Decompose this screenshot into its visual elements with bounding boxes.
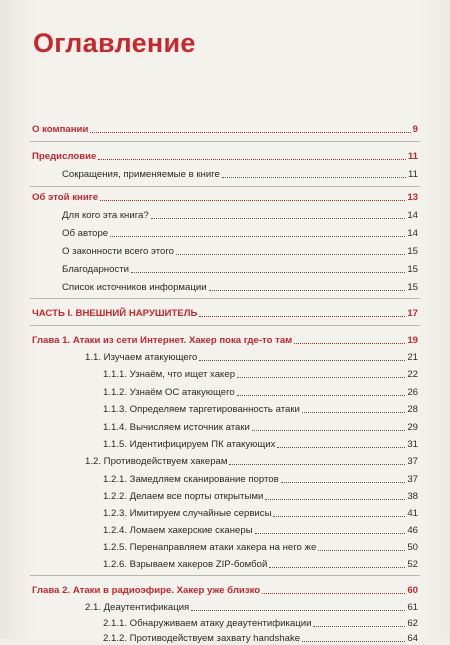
- toc-entry-chapter: [32, 150, 418, 163]
- toc-entry-page: 52: [407, 559, 418, 570]
- toc-entry-chapter: [32, 191, 418, 204]
- section-divider: [30, 186, 420, 187]
- toc-entry-page: 9: [412, 124, 418, 135]
- toc-entry-page: 11: [407, 151, 418, 162]
- section-divider: [30, 298, 420, 299]
- toc-entry-subsection: [103, 524, 418, 537]
- toc-entry-chapter: [32, 584, 418, 597]
- toc-entry-subsection: [103, 507, 418, 520]
- toc-entry-page: 46: [407, 525, 418, 536]
- toc-entry-text: О компании: [32, 124, 89, 135]
- dot-leader: [209, 290, 406, 291]
- toc-entry-text: 1.2. Противодействуем хакерам: [85, 456, 228, 467]
- toc-entry-page: 41: [407, 508, 418, 519]
- toc-entry-text: Список источников информации: [62, 282, 207, 293]
- dot-leader: [199, 360, 405, 361]
- toc-entry-chapter: [32, 123, 418, 136]
- toc-entry-subsection: [103, 421, 418, 434]
- dot-leader: [252, 430, 405, 431]
- toc-entry-section: [62, 227, 418, 240]
- dot-leader: [191, 610, 405, 611]
- toc-entry-text: 1.1.5. Идентифицируем ПК атакующих: [103, 439, 276, 450]
- toc-entry-part: [32, 307, 418, 320]
- toc-entry-subsection: [103, 403, 418, 416]
- toc-entry-section: [62, 263, 418, 276]
- toc-entry-text: Об этой книге: [32, 192, 99, 203]
- toc-entry-section: [85, 455, 418, 468]
- toc-entry-page: 62: [407, 618, 418, 629]
- dot-leader: [131, 272, 405, 273]
- dot-leader: [255, 533, 406, 534]
- toc-entry-page: 38: [407, 491, 418, 502]
- page-title: Оглавление: [33, 28, 196, 58]
- toc-entry-text: 1.1.4. Вычисляем источник атаки: [103, 422, 250, 433]
- toc-entry-page: 15: [407, 246, 418, 257]
- toc-entry-page: 17: [407, 308, 418, 319]
- toc-entry-page: 29: [407, 422, 418, 433]
- toc-entry-text: Для кого эта книга?: [62, 210, 149, 221]
- toc-entry-text: Глава 2. Атаки в радиоэфире. Хакер уже близко: [32, 585, 261, 596]
- dot-leader: [277, 447, 405, 448]
- toc-entry-text: Сокращения, применяемые в книге: [62, 169, 220, 180]
- dot-leader: [294, 343, 405, 344]
- section-divider: [30, 325, 420, 326]
- toc-entry-subsection: [103, 386, 418, 399]
- toc-entry-text: 2.1.2. Противодействуем захвату handshake: [103, 633, 301, 644]
- toc-entry-page: 21: [407, 352, 418, 363]
- toc-entry-page: 14: [407, 210, 418, 221]
- dot-leader: [90, 132, 410, 133]
- toc-entry-chapter: [32, 334, 418, 347]
- dot-leader: [281, 482, 406, 483]
- dot-leader: [262, 593, 405, 594]
- toc-entry-page: 15: [407, 282, 418, 293]
- toc-entry-page: 61: [407, 602, 418, 613]
- toc-entry-section: [85, 351, 418, 364]
- toc-entry-subsection: [103, 473, 418, 486]
- dot-leader: [176, 254, 405, 255]
- toc-entry-page: 50: [407, 542, 418, 553]
- toc-entry-text: 1.1.3. Определяем таргетированность атаки: [103, 404, 300, 415]
- toc-entry-subsection: [103, 617, 418, 630]
- toc-entry-page: 37: [407, 456, 418, 467]
- dot-leader: [110, 236, 405, 237]
- toc-entry-page: 22: [407, 369, 418, 380]
- dot-leader: [151, 218, 406, 219]
- toc-entry-text: Глава 1. Атаки из сети Интернет. Хакер пока где-то там: [32, 335, 293, 346]
- toc-entry-page: 26: [407, 387, 418, 398]
- toc-entry-text: 1.2.3. Имитируем случайные сервисы: [103, 508, 272, 519]
- toc-entry-page: 19: [407, 335, 418, 346]
- toc-entry-text: 1.2.1. Замедляем сканирование портов: [103, 474, 279, 485]
- toc-entry-subsection: [103, 541, 418, 554]
- toc-entry-section: [62, 245, 418, 258]
- toc-entry-text: ЧАСТЬ I. ВНЕШНИЙ НАРУШИТЕЛЬ: [32, 308, 198, 319]
- toc-entry-subsection: [103, 490, 418, 503]
- dot-leader: [273, 516, 405, 517]
- dot-leader: [199, 316, 405, 317]
- toc-entry-page: 28: [407, 404, 418, 415]
- toc-entry-subsection: [103, 558, 418, 571]
- dot-leader: [313, 626, 405, 627]
- toc-entry-section: [62, 168, 418, 181]
- dot-leader: [229, 464, 405, 465]
- toc-entry-subsection: [103, 368, 418, 381]
- dot-leader: [237, 395, 406, 396]
- dot-leader: [318, 550, 405, 551]
- dot-leader: [302, 641, 405, 642]
- toc-entry-page: 37: [407, 474, 418, 485]
- toc-entry-page: 11: [408, 169, 418, 180]
- toc-entry-text: 1.2.6. Взрываем хакеров ZIP-бомбой: [103, 559, 268, 570]
- toc-entry-section: [62, 209, 418, 222]
- toc-entry-text: О законности всего этого: [62, 246, 174, 257]
- section-divider: [30, 575, 420, 576]
- toc-entry-page: 60: [407, 585, 418, 596]
- dot-leader: [302, 412, 405, 413]
- toc-entry-text: 1.2.2. Делаем все порты открытыми: [103, 491, 264, 502]
- toc-entry-section: [62, 281, 418, 294]
- dot-leader: [237, 377, 405, 378]
- toc-entry-text: 1.1.1. Узнаём, что ищет хакер: [103, 369, 236, 380]
- toc-entry-page: 64: [407, 633, 418, 644]
- toc-entry-text: 1.2.5. Перенаправляем атаки хакера на него же: [103, 542, 317, 553]
- toc-entry-text: 1.1. Изучаем атакующего: [85, 352, 198, 363]
- toc-entry-page: 15: [407, 264, 418, 275]
- toc-entry-page: 13: [407, 192, 418, 203]
- toc-entry-page: 31: [407, 439, 418, 450]
- dot-leader: [100, 200, 405, 201]
- dot-leader: [98, 159, 405, 160]
- toc-entry-text: Об авторе: [62, 228, 109, 239]
- toc-entry-text: 1.1.2. Узнаём ОС атакующего: [103, 387, 235, 398]
- dot-leader: [269, 567, 405, 568]
- section-divider: [30, 141, 420, 142]
- dot-leader: [222, 177, 406, 178]
- toc-entry-text: 2.1. Деаутентификация: [85, 602, 190, 613]
- toc-entry-text: 2.1.1. Обнаруживаем атаку деаутентификации: [103, 618, 312, 629]
- toc-entry-text: 1.2.4. Ломаем хакерские сканеры: [103, 525, 253, 536]
- toc-entry-subsection: [103, 438, 418, 451]
- toc-entry-page: 14: [407, 228, 418, 239]
- toc-entry-text: Благодарности: [62, 264, 129, 275]
- dot-leader: [265, 499, 405, 500]
- toc-entry-section: [85, 601, 418, 614]
- toc-entry-text: Предисловие: [32, 151, 97, 162]
